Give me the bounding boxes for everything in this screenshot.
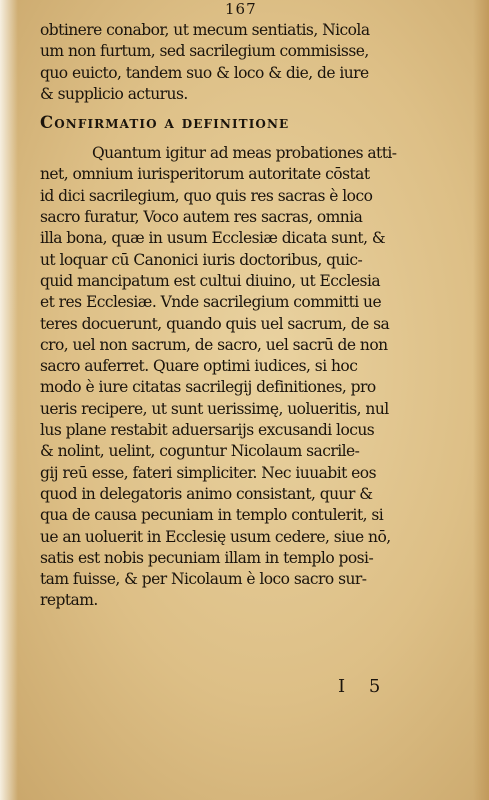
text-line: gij reū esse, fateri simpliciter. Nec iuuabit eos [40, 463, 376, 482]
page-number: 167 [225, 0, 257, 18]
text-line: tam fuisse, & per Nicolaum è loco sacro sur- [40, 570, 367, 589]
text-line: satis est nobis pecuniam illam in templo posi- [40, 548, 374, 567]
text-line: & supplicio acturus. [40, 84, 188, 103]
text-line: ue an uoluerit in Ecclesię usum cedere, siue nō, [40, 527, 391, 546]
text-line: quo euicto, tandem suo & loco & die, de iure [40, 63, 369, 82]
text-line: quid mancipatum est cultui diuino, ut Ecclesia [40, 271, 381, 290]
text-line: um non furtum, sed sacrilegium commisisse, [40, 42, 369, 61]
signature-mark: I 5 [338, 676, 390, 697]
text-line: ut loquar cū Canonici iuris doctoribus, quic- [40, 250, 363, 269]
text-line: sacro furatur, Voco autem res sacras, omnia [40, 208, 363, 227]
text-line: & nolint, uelint, coguntur Nicolaum sacrile- [40, 442, 360, 461]
text-line: quod in delegatoris animo consistant, quur & [40, 484, 373, 503]
text-line: reptam. [40, 591, 98, 610]
text-line: sacro auferret. Quare optimi iudices, si hoc [40, 357, 358, 376]
text-line: ueris recipere, ut sunt uerissimę, uolueritis, nul [40, 399, 389, 418]
page-outer-edge [473, 0, 489, 800]
section-heading: Confirmatio a definitione [40, 113, 290, 133]
text-line: lus plane restabit aduersarijs excusandi locus [40, 421, 375, 440]
text-line: obtinere conabor, ut mecum sentiatis, Nicola [40, 21, 370, 39]
text-line: Quantum igitur ad meas probationes atti- [92, 144, 397, 163]
text-line: et res Ecclesiæ. Vnde sacrilegium committi ue [40, 293, 382, 312]
page-gutter-shadow [0, 0, 18, 800]
text-line: qua de causa pecuniam in templo contulerit, si [40, 506, 384, 525]
text-line: cro, uel non sacrum, de sacro, uel sacrū de non [40, 335, 388, 354]
text-line: net, omnium iurisperitorum autoritate cōstat [40, 165, 370, 184]
text-block [40, 20, 440, 612]
text-line: modo è iure citatas sacrilegij definitiones, pro [40, 378, 376, 397]
text-line: id dici sacrilegium, quo quis res sacras è loco [40, 186, 373, 205]
text-line: illa bona, quæ in usum Ecclesiæ dicata sunt, & [40, 229, 386, 248]
text-line: teres docuerunt, quando quis uel sacrum, de sa [40, 314, 390, 333]
